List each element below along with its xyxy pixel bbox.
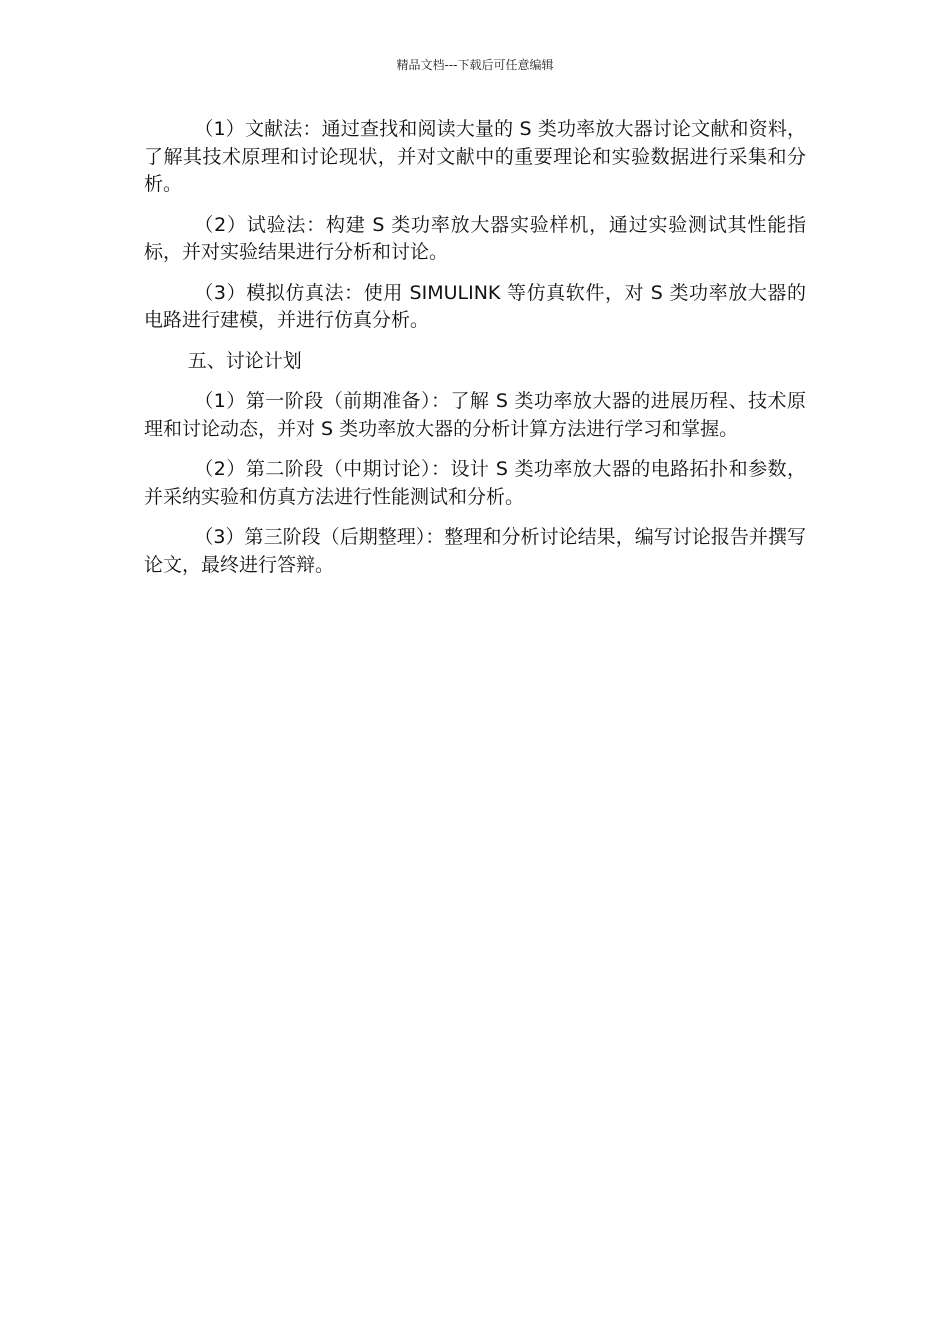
document-body	[144, 116, 806, 592]
plan-stage-2: （2）第二阶段（中期讨论）：设计 S 类功率放大器的电路拓扑和参数，并采纳实验和仿真方法进行性能测试和分析。	[144, 458, 806, 508]
plan-stage-3: （3）第三阶段（后期整理）：整理和分析讨论结果，编写讨论报告并撰写论文，最终进行答辩。	[144, 526, 806, 576]
section-heading-plan: 五、讨论计划	[187, 349, 302, 372]
method-simulation: （3）模拟仿真法：使用 SIMULINK 等仿真软件，对 S 类功率放大器的电路进行建模，并进行仿真分析。	[144, 281, 806, 331]
method-experiment: （2）试验法：构建 S 类功率放大器实验样机，通过实验测试其性能指标，并对实验结果进行分析和讨论。	[144, 213, 806, 263]
page-header: 精品文档---下载后可任意编辑	[396, 58, 554, 72]
method-literature: （1）文献法：通过查找和阅读大量的 S 类功率放大器讨论文献和资料，了解其技术原理和讨论现状，并对文献中的重要理论和实验数据进行采集和分析。	[144, 118, 806, 195]
plan-stage-1: （1）第一阶段（前期准备）：了解 S 类功率放大器的进展历程、技术原理和讨论动态，并对 S 类功率放大器的分析计算方法进行学习和掌握。	[144, 390, 806, 440]
